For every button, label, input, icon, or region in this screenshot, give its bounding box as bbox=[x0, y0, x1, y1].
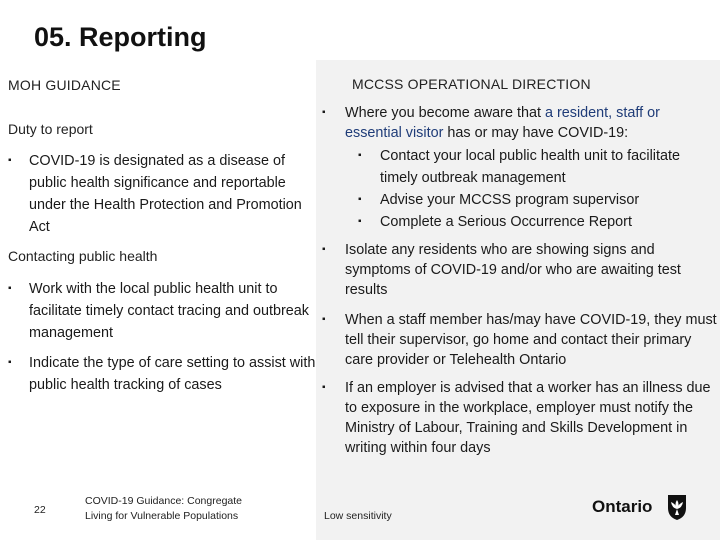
ontario-logo-text: Ontario bbox=[592, 497, 653, 516]
bullet-icon: ▪ bbox=[322, 382, 326, 393]
list-item bbox=[8, 278, 318, 344]
list-item bbox=[322, 310, 720, 370]
ontario-trillium-icon bbox=[666, 493, 688, 521]
contacting-public-health-heading: Contacting public health bbox=[8, 248, 158, 264]
ontario-logo bbox=[592, 493, 704, 523]
list-item bbox=[8, 150, 318, 238]
bullet-text: COVID-19 is designated as a disease of public health significance and reportable under the Health Protection and Promotion Act bbox=[29, 153, 302, 235]
sensitivity-label: Low sensitivity bbox=[324, 510, 392, 522]
bullet-icon: ▪ bbox=[322, 314, 326, 325]
sub-bullet-text: Contact your local public health unit to facilitate timely outbreak management bbox=[380, 148, 680, 186]
bullet-icon: ▪ bbox=[322, 244, 326, 255]
sub-list-item bbox=[358, 145, 698, 189]
slide-title: 05. Reporting bbox=[34, 22, 207, 52]
bullet-text: When a staff member has/may have COVID-19, they must tell their supervisor, go home and contact their primary care provider or Telehealth Ontario bbox=[345, 312, 717, 368]
bullet-text: Work with the local public health unit to facilitate timely contact tracing and outbreak management bbox=[29, 281, 309, 341]
duty-to-report-heading: Duty to report bbox=[8, 121, 93, 137]
footer-title: COVID-19 Guidance: Congregate Living for Vulnerable Populations bbox=[85, 495, 243, 522]
bullet-icon: ▪ bbox=[322, 107, 326, 118]
list-item bbox=[8, 352, 318, 396]
list-item bbox=[322, 378, 718, 458]
bullet-text: Isolate any residents who are showing signs and symptoms of COVID-19 and/or who are awaiting test results bbox=[345, 242, 681, 298]
bullet-prefix: Where you become aware that bbox=[345, 105, 545, 121]
bullet-icon: ▪ bbox=[8, 283, 12, 294]
bullet-icon: ▪ bbox=[358, 150, 362, 161]
bullet-icon: ▪ bbox=[358, 194, 362, 205]
list-item bbox=[322, 103, 718, 143]
sub-bullet-text: Advise your MCCSS program supervisor bbox=[380, 192, 640, 208]
bullet-text: Indicate the type of care setting to assist with public health tracking of cases bbox=[29, 355, 316, 393]
list-item bbox=[322, 240, 718, 300]
bullet-text bbox=[322, 103, 718, 143]
sub-list-item bbox=[358, 211, 698, 233]
moh-guidance-header: MOH GUIDANCE bbox=[8, 77, 121, 93]
bullet-icon: ▪ bbox=[358, 216, 362, 227]
bullet-suffix: has or may have COVID-19: bbox=[443, 125, 629, 141]
bullet-icon: ▪ bbox=[8, 357, 12, 368]
sub-bullet-text: Complete a Serious Occurrence Report bbox=[380, 214, 632, 230]
mccss-direction-header: MCCSS OPERATIONAL DIRECTION bbox=[352, 76, 591, 92]
sub-list-item bbox=[358, 189, 698, 211]
page-number: 22 bbox=[34, 504, 46, 516]
bullet-text: If an employer is advised that a worker has an illness due to exposure in the workplace, employer must notify the Ministry of Labour, Training and Skills Development in writing within four days bbox=[345, 380, 711, 456]
bullet-icon: ▪ bbox=[8, 155, 12, 166]
highlighted-text: a resident, staff or essential visitor bbox=[345, 105, 660, 141]
